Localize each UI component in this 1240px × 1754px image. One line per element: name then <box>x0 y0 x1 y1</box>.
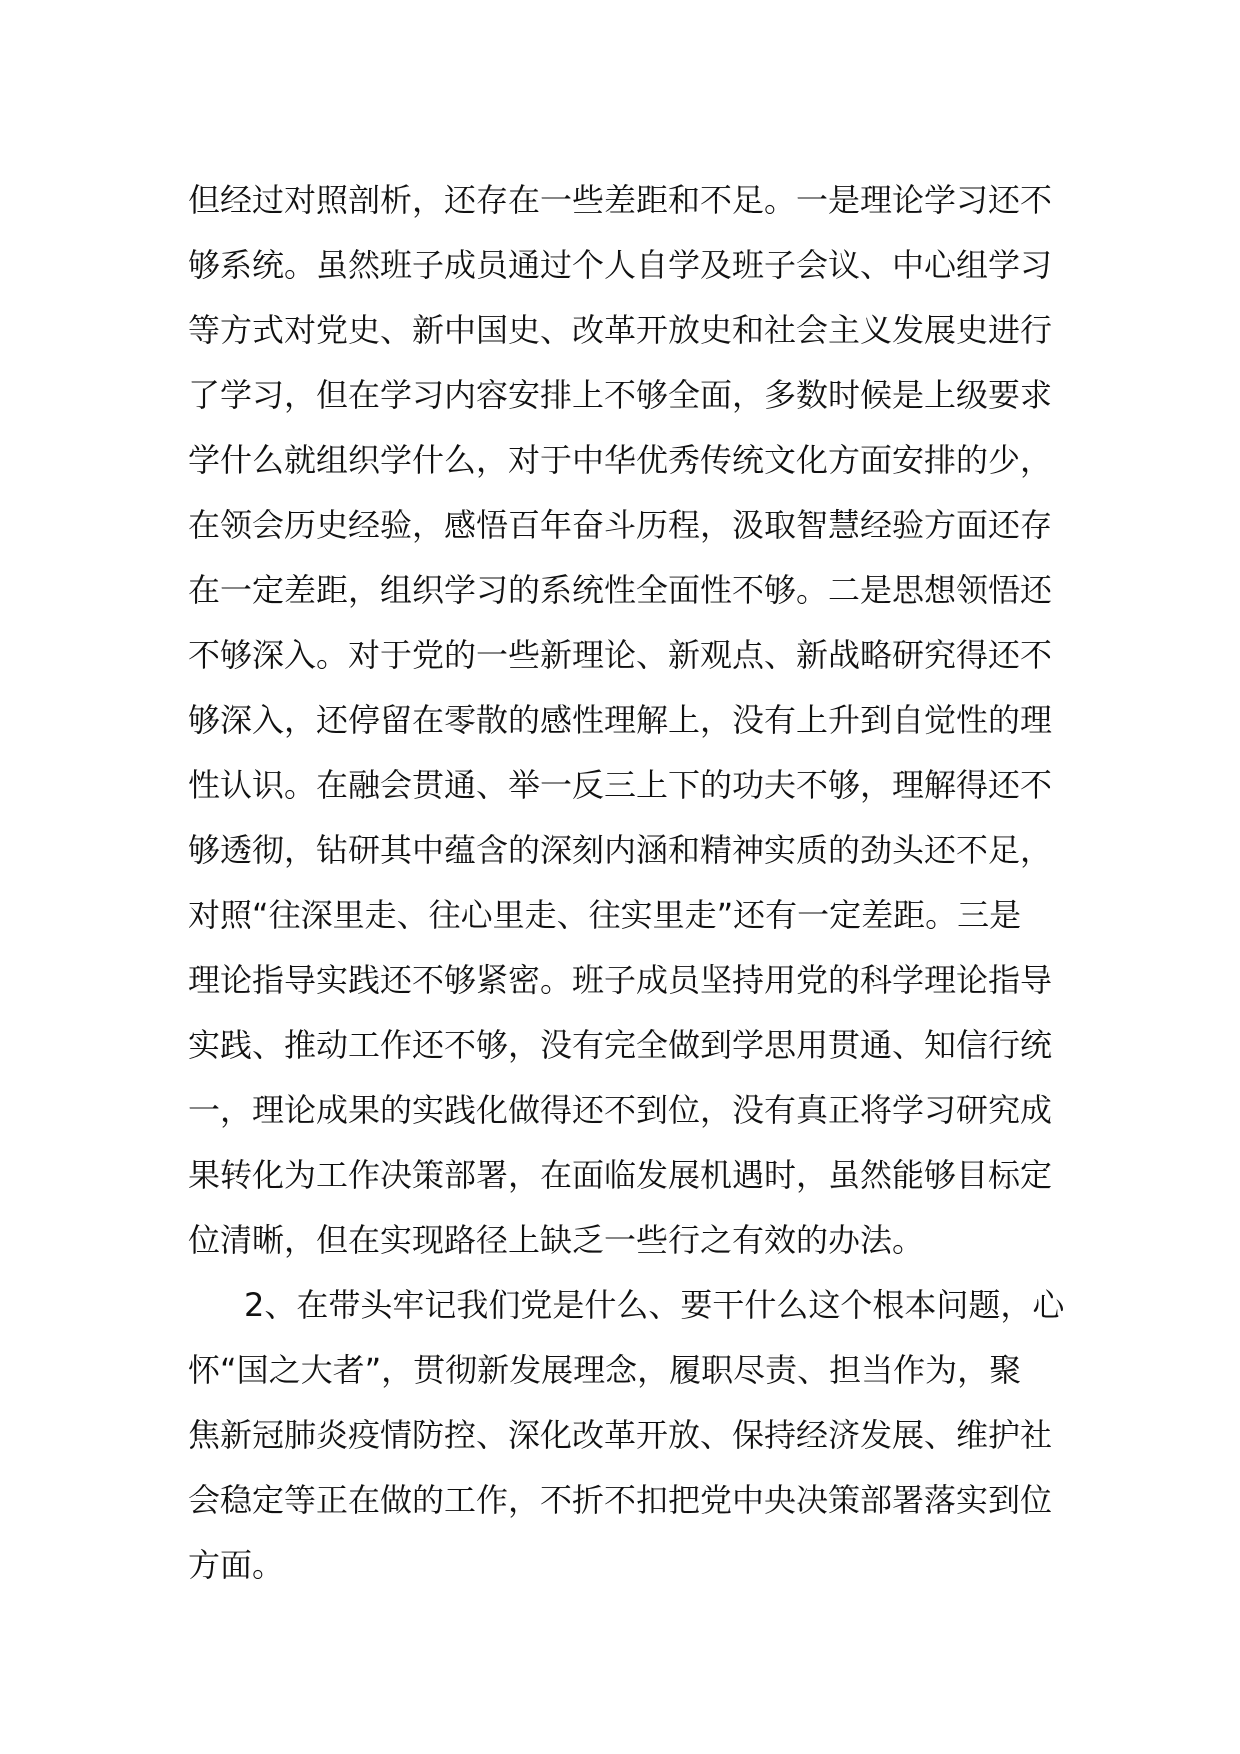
text-line: 在领会历史经验，感悟百年奋斗历程，汲取智慧经验方面还存 <box>188 506 1053 544</box>
text-line: 位清晰，但在实现路径上缺乏一些行之有效的办法。 <box>188 1221 925 1259</box>
text-line: 但经过对照剖析，还存在一些差距和不足。一是理论学习还不 <box>188 181 1053 219</box>
text-line: 会稳定等正在做的工作，不折不扣把党中央决策部署落实到位 <box>188 1481 1053 1519</box>
text-line: 怀“国之大者”，贯彻新发展理念，履职尽责、担当作为，聚 <box>188 1351 1022 1389</box>
text-line: 不够深入。对于党的一些新理论、新观点、新战略研究得还不 <box>188 636 1053 674</box>
text-line: 方面。 <box>188 1546 285 1584</box>
body-text <box>188 168 1068 1598</box>
paragraph-2 <box>188 1273 1068 1598</box>
text-line: 够系统。虽然班子成员通过个人自学及班子会议、中心组学习 <box>188 246 1053 284</box>
paragraph-1 <box>188 168 1068 1273</box>
text-line: 够深入，还停留在零散的感性理解上，没有上升到自觉性的理 <box>188 701 1053 739</box>
text-line: 性认识。在融会贯通、举一反三上下的功夫不够，理解得还不 <box>188 766 1053 804</box>
text-line: 理论指导实践还不够紧密。班子成员坚持用党的科学理论指导 <box>188 961 1053 999</box>
text-line: 焦新冠肺炎疫情防控、深化改革开放、保持经济发展、维护社 <box>188 1416 1053 1454</box>
text-line: 对照“往深里走、往心里走、往实里走”还有一定差距。三是 <box>188 896 1022 934</box>
text-line: 等方式对党史、新中国史、改革开放史和社会主义发展史进行 <box>188 311 1053 349</box>
text-line: 2、在带头牢记我们党是什么、要干什么这个根本问题，心 <box>244 1286 1065 1324</box>
text-line: 一，理论成果的实践化做得还不到位，没有真正将学习研究成 <box>188 1091 1053 1129</box>
text-line: 在一定差距，组织学习的系统性全面性不够。二是思想领悟还 <box>188 571 1053 609</box>
text-line: 实践、推动工作还不够，没有完全做到学思用贯通、知信行统 <box>188 1026 1053 1064</box>
text-line: 学什么就组织学什么，对于中华优秀传统文化方面安排的少， <box>188 441 1053 479</box>
text-line: 够透彻，钻研其中蕴含的深刻内涵和精神实质的劲头还不足， <box>188 831 1053 869</box>
text-line: 果转化为工作决策部署，在面临发展机遇时，虽然能够目标定 <box>188 1156 1053 1194</box>
text-line: 了学习，但在学习内容安排上不够全面，多数时候是上级要求 <box>188 376 1053 414</box>
